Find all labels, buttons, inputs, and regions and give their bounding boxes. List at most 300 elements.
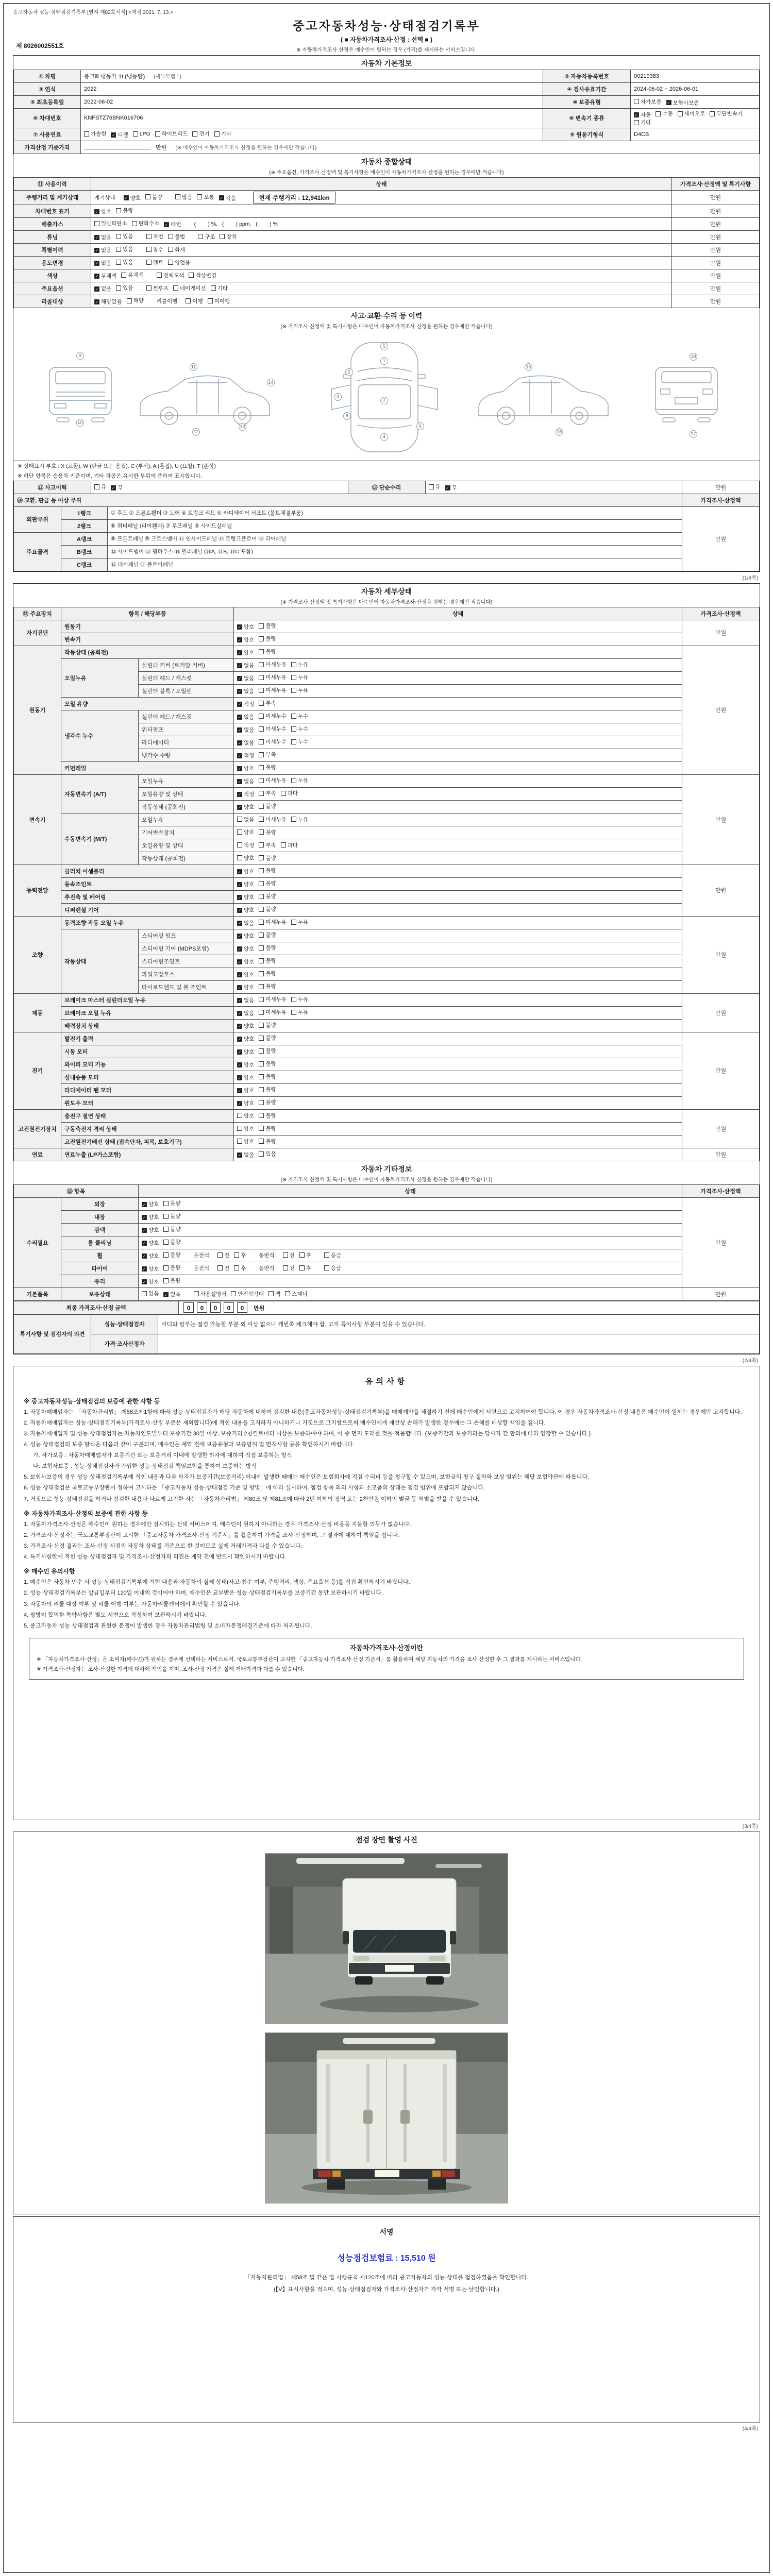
checkbox-가솔린 xyxy=(84,130,106,138)
panel-rank-row xyxy=(14,506,760,519)
table-row xyxy=(14,70,760,83)
row-price: 만원 xyxy=(682,774,760,865)
row-price: 만원 xyxy=(682,1287,760,1300)
unchecked-box-icon xyxy=(678,111,683,116)
checkbox-label: 불량 xyxy=(170,1200,181,1207)
checkbox-label: 가솔린 xyxy=(91,131,107,137)
item-state xyxy=(234,903,682,916)
checkbox-label: 전체도색 xyxy=(163,272,184,279)
detail-row xyxy=(14,1148,760,1161)
checked-box-icon: ✓ xyxy=(238,908,242,913)
unchecked-box-icon xyxy=(259,1100,264,1105)
checkbox-label: 전기 xyxy=(199,131,210,137)
diagram-part-number: 6 xyxy=(416,422,424,430)
checkbox-label: 응급 xyxy=(331,1265,342,1272)
checkbox-label: 미세누유 xyxy=(265,816,287,823)
row-state xyxy=(91,205,672,217)
checkbox-불법 xyxy=(168,233,185,241)
checkbox-무채색 xyxy=(94,272,116,280)
unchecked-box-icon xyxy=(299,1265,305,1270)
checkbox-label: 불량 xyxy=(265,636,276,642)
checkbox-누수 xyxy=(291,712,308,720)
inline-text: 동반석 xyxy=(259,1265,275,1272)
checkbox-label: 색상변경 xyxy=(195,272,217,279)
checkbox-전 xyxy=(283,1251,295,1259)
checkbox-label: 양호 xyxy=(244,637,255,643)
base-price-note: (※ 매수인이 자동차가격조사·산정을 원하는 경우에만 적습니다) xyxy=(175,145,317,151)
part-label: 오일유량 및 상태 xyxy=(139,839,234,852)
basic-info-title: 자동차 기본정보 xyxy=(361,59,412,67)
checkbox-label: 없음 xyxy=(244,663,255,669)
unchecked-box-icon xyxy=(259,701,264,706)
unchecked-box-icon xyxy=(291,662,296,667)
checkbox-불량 xyxy=(259,1125,276,1132)
checkbox-있음 xyxy=(116,258,133,266)
checkbox-후 xyxy=(299,1264,311,1272)
remarks-label: 특기사항 및 점검자의 의견 xyxy=(14,1314,91,1353)
signature-instruction-line: (【V】표시사항을 적으며, 성능·상태점검자와 가격조사·산정자가 각각 서명 또는 날인합니다.) xyxy=(274,2286,499,2293)
checked-box-icon: ✓ xyxy=(142,1241,146,1246)
checkbox-양호 xyxy=(237,1022,254,1030)
item-label: 타이어 xyxy=(61,1262,139,1275)
checked-box-icon: ✓ xyxy=(238,740,242,745)
checkbox-누유 xyxy=(291,660,308,668)
detail-row xyxy=(14,1019,760,1032)
panel-rank: B랭크 xyxy=(61,545,108,558)
unchecked-box-icon xyxy=(291,714,296,719)
checkbox-label: 전 xyxy=(289,1252,295,1259)
checkbox-label: 렌트 xyxy=(153,259,163,266)
option-group xyxy=(146,233,190,241)
row-price: 만원 xyxy=(682,1109,760,1148)
checkbox-label: 양호 xyxy=(148,1214,159,1221)
row-price: 만원 xyxy=(672,243,760,256)
checkbox-label: 보험사보증 xyxy=(673,99,699,106)
checkbox-label: 양호 xyxy=(244,1100,255,1107)
unchecked-box-icon xyxy=(259,1010,264,1015)
unchecked-box-icon xyxy=(259,726,264,732)
checkbox-불량 xyxy=(259,879,276,887)
checkbox-없음 xyxy=(237,777,254,785)
checkbox-양호 xyxy=(237,984,254,991)
price-header: 가격조사·산정액 xyxy=(682,494,760,506)
checked-box-icon: ✓ xyxy=(238,1037,242,1042)
row-price: 만원 xyxy=(672,190,760,205)
unchecked-box-icon xyxy=(157,273,162,278)
item-label: 작동상태 xyxy=(61,929,139,993)
unchecked-box-icon xyxy=(259,752,264,757)
option-group xyxy=(94,245,138,254)
checked-box-icon: ✓ xyxy=(95,235,99,240)
checkbox-label: 미세누유 xyxy=(265,687,287,693)
checkbox-label: 후 xyxy=(241,1265,246,1272)
checkbox-부족 xyxy=(259,841,276,849)
item-label: 동력조향 작동 오일 누유 xyxy=(61,916,234,929)
diagram-part-number: 13 xyxy=(239,423,246,431)
notice-item: 1. 자동차가격조사·산정은 매수인이 원하는 경우에만 실시하는 선택 서비스이며, 매수인이 원하지 아니하는 경우 가격조사·산정 비용을 지불할 의무가 없습니다. xyxy=(24,1521,411,1528)
checkbox-label: 양호 xyxy=(244,1023,255,1029)
checkbox-전체도색 xyxy=(157,272,184,279)
checked-box-icon: ✓ xyxy=(112,132,115,138)
diagram-part-number: 3 xyxy=(334,393,342,401)
item-state xyxy=(234,968,682,980)
item-label: 오일 유량 xyxy=(61,697,234,710)
checked-box-icon: ✓ xyxy=(238,805,242,810)
unchecked-box-icon xyxy=(163,1227,169,1232)
checkbox-label: 양호 xyxy=(244,1138,255,1145)
item-label: 발전기 출력 xyxy=(61,1032,234,1045)
option-group xyxy=(146,259,195,267)
part-label: 기어변속장치 xyxy=(139,826,234,839)
submodel-note: (세부모델 : ) xyxy=(154,74,181,80)
checkbox-부족 xyxy=(259,699,276,707)
checkbox-label: 유 xyxy=(435,484,441,490)
checked-box-icon: ✓ xyxy=(238,637,242,642)
overall-row xyxy=(14,269,760,282)
checkbox-불량 xyxy=(259,828,276,836)
unchecked-box-icon xyxy=(116,285,121,291)
unchecked-box-icon xyxy=(324,1252,329,1258)
checkbox-label: 불량 xyxy=(170,1265,181,1271)
checkbox-label: 불량 xyxy=(265,958,276,964)
checkbox-label: 후 xyxy=(306,1265,312,1272)
checkbox-label: 없음 xyxy=(101,234,112,241)
detail-row xyxy=(14,1096,760,1109)
base-price-unit: 만원 xyxy=(156,144,167,151)
unchecked-box-icon xyxy=(259,1023,264,1028)
checkbox-없음 xyxy=(94,246,111,254)
checkbox-누수 xyxy=(291,725,308,733)
price-appraisal-info-lines xyxy=(37,1655,736,1674)
row-state xyxy=(91,190,672,205)
unchecked-box-icon xyxy=(281,842,286,848)
overall-row xyxy=(14,243,760,256)
checkbox-label: 양호 xyxy=(244,907,255,913)
inspection-period-label: ④ 검사유효기간 xyxy=(543,83,631,96)
model-year-value: 2022 xyxy=(81,83,543,96)
checked-box-icon: ✓ xyxy=(238,727,242,733)
table-row xyxy=(14,128,760,141)
unchecked-box-icon xyxy=(259,1061,264,1066)
inspection-photo-front-view xyxy=(265,1853,508,2024)
checkbox-label: 전 xyxy=(289,1265,295,1272)
unchecked-box-icon xyxy=(259,933,264,938)
checkbox-불량 xyxy=(259,1073,276,1080)
checkbox-이행 xyxy=(186,297,203,305)
checkbox-불량 xyxy=(259,1098,276,1106)
checked-box-icon: ✓ xyxy=(95,209,99,214)
item-state xyxy=(234,839,682,852)
detail-row xyxy=(14,903,760,916)
transmission-label: ⑧ 변속기 종류 xyxy=(543,109,631,128)
checkbox-불량 xyxy=(259,854,276,862)
part-label: 실린더 블록 / 오일팬 xyxy=(139,684,234,697)
base-price-blank xyxy=(84,143,151,149)
part-label: 작동상태 (공회전) xyxy=(139,800,234,813)
unchecked-box-icon xyxy=(234,1252,239,1258)
unchecked-box-icon xyxy=(259,984,264,989)
notice-item: 2. 가격조사·산정자는 국토교통부장관이 고시한 「중고자동차 가격조사·산정 기준서」를 활용하여 가격을 조사·산정하며, 그 결과에 대하여 책임을 집니다. xyxy=(24,1532,399,1538)
checkbox-미세누유 xyxy=(259,995,287,1003)
checkbox-label: 양호 xyxy=(244,1125,255,1132)
checkbox-label: 불량 xyxy=(265,1138,276,1145)
checkbox-label: 부족 xyxy=(265,790,276,796)
checkbox-label: 부족 xyxy=(265,700,276,706)
item-state xyxy=(234,865,682,877)
checked-box-icon: ✓ xyxy=(238,1011,242,1016)
panel-rank-row xyxy=(14,532,760,545)
option-group xyxy=(124,193,167,202)
item-label: 냉각수 누수 xyxy=(61,710,139,761)
unchecked-box-icon xyxy=(259,997,264,1002)
item-state xyxy=(234,852,682,865)
item-state xyxy=(234,658,682,671)
checkbox-label: 양호 xyxy=(244,1036,255,1042)
checkbox-영업용 xyxy=(168,259,190,266)
unchecked-box-icon xyxy=(163,1278,169,1283)
row-state xyxy=(91,230,672,243)
checkbox-양호 xyxy=(237,893,254,901)
checked-box-icon: ✓ xyxy=(238,715,242,720)
checkbox-부족 xyxy=(259,789,276,797)
checkbox-label: 자가보증 xyxy=(641,98,662,105)
checkbox-불량 xyxy=(259,970,276,977)
unchecked-box-icon xyxy=(237,842,242,848)
checkbox-보통 xyxy=(197,193,214,201)
unchecked-box-icon xyxy=(259,1048,264,1054)
checkbox-미세누유 xyxy=(259,686,287,694)
panel-rank: 1랭크 xyxy=(61,506,108,519)
notice-item: 2. 자동차매매업자는 성능·상태점검기록부(가격조사·산정 부분은 제외합니다)에 적힌 내용을 고지하지 아니하거나 거짓으로 고지함으로써 매수인에게 재산상 손해가 발생한 경우에는 그 손해를 배상할 책임을 집니다. xyxy=(24,1419,546,1426)
table-header-row xyxy=(14,177,760,190)
checkbox-양호 xyxy=(237,945,254,953)
panel-items: ⑫ 사이드멤버 ⑬ 휠하우스 ⑭ 필러패널 (⑭A, ⑭B, ⑭C 포함) xyxy=(108,545,682,558)
item-state xyxy=(139,1223,682,1236)
state-code-legend: ※ 상태표시 부호 : X (교환), W (판금 또는 용접), C (부식), A (흠집), U (요철), T (손상) xyxy=(18,463,216,469)
detail-row xyxy=(14,1006,760,1019)
appraiser-role-label: 가격·조사산정자 xyxy=(91,1334,158,1353)
checkbox-양호 xyxy=(237,1112,254,1120)
checked-box-icon: ✓ xyxy=(238,766,242,771)
notice-item: 1. 매수인은 자동차 인수 시 성능·상태점검기록부에 적힌 내용과 자동차의 실제 상태(사고·침수 여부, 주행거리, 색상, 주요옵션 등)를 직접 확인하시기 바랍니다. xyxy=(24,1579,410,1586)
checkbox-기타 xyxy=(634,118,651,126)
checkbox-유채색 xyxy=(121,271,143,279)
device-group: 제동 xyxy=(14,993,61,1032)
checkbox-전 xyxy=(217,1264,229,1272)
detail-row xyxy=(14,1032,760,1045)
row-label: 주행거리 및 계기상태 xyxy=(14,190,91,205)
checkbox-label: 누유 xyxy=(297,662,309,668)
checkbox-양호 xyxy=(237,971,254,978)
section-box-photos xyxy=(13,1832,760,2214)
other-info-row xyxy=(14,1236,760,1249)
checkbox-label: 불량 xyxy=(265,971,276,977)
checkbox-label: 전 xyxy=(224,1265,230,1272)
checkbox-무 xyxy=(445,484,457,492)
checkbox-후 xyxy=(234,1251,246,1259)
part-label: 스티어링 기어 (MDPS포함) xyxy=(139,942,234,955)
inspector-role-label: 성능·상태점검자 xyxy=(91,1314,158,1334)
checked-box-icon: ✓ xyxy=(95,299,99,304)
notice-item: 5. 보험사보증의 경우 성능·상태점검기록부에 적힌 내용과 다른 하자가 보증기간(보증거리) 이내에 발생한 때에는 매수인은 보험회사에 직접 수리비 등을 청구할 수 있으며, 보험금의 청구 절차와 보상 범위는 해당 보험약관에 따릅니다. xyxy=(24,1474,590,1481)
unchecked-box-icon xyxy=(198,234,203,239)
row-price: 만원 xyxy=(682,646,760,774)
checkbox-label: 하이브리드 xyxy=(161,131,188,137)
price-appraisal-info-title: 자동차가격조사·산정이란 xyxy=(349,1644,424,1652)
checkbox-썬루프 xyxy=(146,284,169,292)
checked-box-icon: ✓ xyxy=(238,998,242,1003)
checkbox-안전삼각대 xyxy=(231,1290,264,1298)
checkbox-label: 없음 xyxy=(101,247,112,253)
vehicle-diagram xyxy=(13,331,760,461)
checkbox-label: 불량 xyxy=(265,1074,276,1080)
checkbox-label: 미세누유 xyxy=(265,996,287,1003)
final-price-table xyxy=(13,1301,760,1314)
checked-box-icon: ✓ xyxy=(142,1202,146,1207)
unchecked-box-icon xyxy=(208,298,213,303)
unchecked-box-icon xyxy=(281,791,286,796)
unchecked-box-icon xyxy=(259,623,264,629)
checkbox-무단변속기 xyxy=(710,110,743,117)
checkbox-label: 기타 xyxy=(641,120,651,126)
inline-text: ( ) %, ( ) ppm, ( ) % xyxy=(194,221,278,227)
part-label: 냉각수 수량 xyxy=(139,749,234,761)
unchecked-box-icon xyxy=(84,131,89,137)
panel-items: ⑥ 쿼터패널 (리어휀더) ⑦ 루프패널 ⑧ 사이드실패널 xyxy=(108,519,682,532)
unchecked-box-icon xyxy=(259,739,264,744)
other-info-row xyxy=(14,1275,760,1287)
checkbox-label: 양호 xyxy=(148,1266,159,1272)
checkbox-label: 불량 xyxy=(152,194,163,200)
checkbox-label: 불량 xyxy=(265,855,276,861)
part-label: 작동상태 (공회전) xyxy=(139,852,234,865)
checkbox-label: 썬루프 xyxy=(153,285,169,292)
checkbox-있음 xyxy=(259,1150,276,1158)
panel-rank-row xyxy=(14,558,760,571)
inspector-remarks-text: 바디와 탑부는 점검 가능한 부분 외 이상 없으나 캐빈쪽 체크해야 함. 고지 특이사항 부분이 있을 수 있습니다. xyxy=(158,1314,760,1334)
option-group xyxy=(324,1251,346,1260)
checkbox-양호 xyxy=(142,1213,159,1221)
checkbox-label: LPG xyxy=(139,130,150,137)
checkbox-label: 무 xyxy=(117,485,123,491)
item-state xyxy=(234,633,682,646)
item-label: 와이퍼 모터 기능 xyxy=(61,1058,234,1071)
option-group xyxy=(217,1264,250,1273)
checkbox-label: 없음 xyxy=(244,816,255,823)
diagram-part-number: 5 xyxy=(380,343,388,350)
checkbox-label: 후 xyxy=(241,1252,246,1259)
diagram-part-number: 18 xyxy=(690,353,697,361)
checkbox-미세누수 xyxy=(259,738,287,745)
checkbox-label: 양호 xyxy=(148,1227,159,1233)
overall-row xyxy=(14,190,760,205)
checkbox-적법 xyxy=(146,233,163,241)
device-group: 변속기 xyxy=(14,774,61,865)
checkbox-양호 xyxy=(237,1074,254,1081)
device-group: 자기진단 xyxy=(14,620,61,646)
checkbox-label: 미세누수 xyxy=(265,713,287,719)
checkbox-label: 미세누유 xyxy=(265,674,287,681)
checkbox-label: 불량 xyxy=(265,1061,276,1067)
checkbox-없음 xyxy=(94,233,111,241)
option-group xyxy=(142,1199,186,1208)
item-state xyxy=(234,723,682,736)
unchecked-box-icon xyxy=(259,1126,264,1131)
notice-item: 1. 자동차매매업자는 「자동차관리법」 제58조제1항에 따라 성능·상태점검자가 해당 자동차에 대하여 점검한 내용(중고자동차성능·상태점검기록부)을 매매계약을 체결하기 전에 매수인에게 서면으로 고지하여야 합니다. 이 경우 자동차가격조사·산정 내용은 매수인이 원하는 경우에만 고지합니다. xyxy=(24,1409,742,1415)
checkbox-label: 불량 xyxy=(265,868,276,874)
unchecked-box-icon xyxy=(291,1010,296,1015)
notice-heading: ※ 매수인 유의사항 xyxy=(24,1568,75,1575)
notice-item: 2. 성능·상태점검기록부는 발급일부터 120일 이내의 것이어야 하며, 매수인은 교부받은 성능·상태점검기록부를 보증기간 동안 보관하시기 바랍니다. xyxy=(24,1590,383,1597)
unchecked-box-icon xyxy=(259,1151,264,1157)
checkbox-잭 xyxy=(268,1290,280,1298)
item-label: 룸 클리닝 xyxy=(61,1236,139,1249)
option-group xyxy=(198,233,242,241)
first-registration-value: 2022-06-02 xyxy=(81,96,543,109)
part-label: 실린더 헤드 / 개스킷 xyxy=(139,671,234,684)
checkbox-후 xyxy=(234,1264,246,1272)
checkbox-label: 불량 xyxy=(170,1213,181,1219)
checked-box-icon: ✓ xyxy=(238,959,242,964)
other-info-row xyxy=(14,1287,760,1300)
unchecked-box-icon xyxy=(291,675,296,680)
row-state xyxy=(91,269,672,282)
option-group xyxy=(186,297,234,306)
unchecked-box-icon xyxy=(146,260,152,265)
checkbox-부족 xyxy=(259,751,276,758)
item-state xyxy=(234,1058,682,1071)
checkbox-해당 xyxy=(127,297,144,304)
checkbox-불량 xyxy=(259,1086,276,1093)
checkbox-label: 적법 xyxy=(153,233,163,240)
checkbox-누유 xyxy=(291,776,308,784)
checkbox-없음 xyxy=(237,816,254,823)
table-row xyxy=(14,141,760,154)
unchecked-box-icon xyxy=(146,247,152,252)
checkbox-누수 xyxy=(291,738,308,745)
device-group: 연료 xyxy=(14,1148,61,1161)
inspection-photo-rear-view xyxy=(265,2032,508,2204)
checkbox-label: 불량 xyxy=(265,1112,276,1119)
unchecked-box-icon xyxy=(163,1201,169,1206)
checkbox-미이행 xyxy=(208,297,230,305)
checkbox-양호 xyxy=(237,649,254,656)
table-header-row xyxy=(14,607,760,620)
checkbox-label: 불량 xyxy=(265,945,276,951)
checkbox-label: 양호 xyxy=(244,959,255,965)
notice-item: 5. 중고자동차 성능·상태점검과 관련한 분쟁이 발생한 경우 자동차관리법령 및 소비자분쟁해결기준에 따라 처리됩니다. xyxy=(24,1622,312,1629)
checkbox-label: 응급 xyxy=(331,1252,342,1259)
checkbox-디젤 xyxy=(111,131,128,139)
checkbox-label: 있음 xyxy=(123,285,133,291)
device-group: 동력전달 xyxy=(14,865,61,916)
unchecked-box-icon xyxy=(142,1291,147,1296)
panel-rank-row xyxy=(14,519,760,532)
diagram-part-number: 9 xyxy=(76,352,84,360)
row-price: 만원 xyxy=(672,269,760,282)
row-label: 용도변경 xyxy=(14,256,91,269)
other-info-row xyxy=(14,1223,760,1236)
diagram-part-number: 2 xyxy=(345,368,353,376)
checkbox-label: 불량 xyxy=(265,829,276,836)
item-label: 보유상태 xyxy=(61,1287,139,1300)
unchecked-box-icon xyxy=(237,1126,242,1131)
checkbox-label: 없음 xyxy=(244,920,255,926)
checked-box-icon: ✓ xyxy=(124,196,128,200)
item-part-header: 항목 / 해당부품 xyxy=(61,607,234,620)
registration-number-value: 00219383 xyxy=(631,70,760,83)
notice-item: 나. 보험사보증 : 성능·상태점검자가 가입한 성능·상태점검 책임보험을 통하여 보증하는 방식 xyxy=(33,1463,257,1470)
